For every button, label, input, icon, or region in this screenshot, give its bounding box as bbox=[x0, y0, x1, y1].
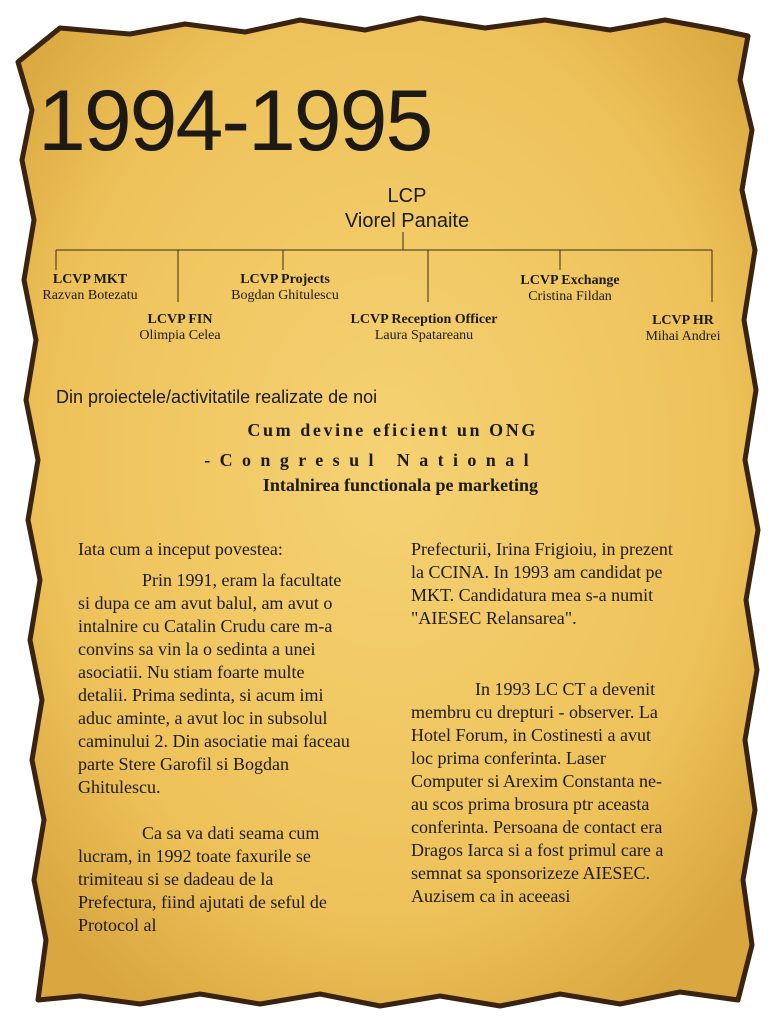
role-lcvp-projects bbox=[175, 272, 395, 304]
story-paragraph: Prefecturii, Irina Frigioiu, in prezent la CCINA. In 1993 am candidat pe MKT. Candidatura mea s-a numit "AIESEC Relansarea". bbox=[411, 539, 673, 628]
story-column-left bbox=[78, 538, 350, 937]
project-item: Cum devine eficient un ONG bbox=[247, 420, 538, 440]
role-name: Razvan Botezatu bbox=[42, 288, 138, 304]
project-item: Intalnirea functionala pe marketing bbox=[262, 475, 538, 495]
story-paragraph: Ca sa va dati seama cum lucram, in 1992 toate faxurile se trimiteau si se dadeau de la Prefectura, fiind ajutati de seful de Protocol al bbox=[78, 823, 327, 935]
role-name: Cristina Fildan bbox=[528, 289, 612, 305]
story-paragraph: In 1993 LC CT a devenit membru cu drepturi - observer. La Hotel Forum, in Costinesti a avut loc prima conferinta. Laser Computer si Arexim Constanta ne-au scos prima brosura ptr aceasta conferinta. Persoana de contact era Dragos Iarca si a fost primul care a semnat sa sponsorizeze AIESEC. Auzisem ca in aceeasi bbox=[411, 679, 664, 906]
story-paragraph: Prin 1991, eram la facultate si dupa ce am avut balul, am avut o intalnire cu Catalin Crudu care m-a convins sa vin la o sedinta a unei asociatii. Nu stiam foarte multe detalii. Prima sedinta, si acum imi aduc aminte, a avut loc in subsolul caminului 2. Din asociatie mai faceau parte Stere Garofil si Bogdan Ghitulescu. bbox=[78, 570, 350, 797]
role-name: Laura Spatareanu bbox=[374, 328, 474, 344]
role-title: LCVP FIN bbox=[147, 312, 213, 327]
role-name: Mihai Andrei bbox=[645, 329, 721, 345]
role-lcvp-fin bbox=[70, 312, 290, 344]
role-title: LCVP MKT bbox=[52, 272, 128, 287]
role-lcvp-exchange bbox=[460, 273, 680, 305]
story-column-right bbox=[411, 538, 673, 908]
project-item: -Congresul National bbox=[204, 450, 538, 470]
role-title: LCVP Reception Officer bbox=[350, 312, 498, 327]
lcp-name: Viorel Panaite bbox=[344, 210, 470, 232]
role-lcvp-reception-officer bbox=[314, 312, 534, 344]
role-lcvp-mkt bbox=[0, 272, 200, 304]
years-heading: 1994-1995 bbox=[38, 73, 432, 169]
lcp-title: LCP bbox=[387, 185, 427, 207]
role-name: Olimpia Celea bbox=[139, 328, 221, 344]
role-lcvp-hr bbox=[573, 313, 768, 345]
role-title: LCVP Exchange bbox=[520, 273, 620, 288]
projects-intro: Din proiectele/activitatile realizate de noi bbox=[56, 387, 378, 407]
role-name: Bogdan Ghitulescu bbox=[231, 288, 339, 304]
role-title: LCVP HR bbox=[652, 313, 714, 328]
role-title: LCVP Projects bbox=[240, 272, 330, 287]
story-paragraph: Iata cum a inceput povestea: bbox=[78, 539, 283, 559]
